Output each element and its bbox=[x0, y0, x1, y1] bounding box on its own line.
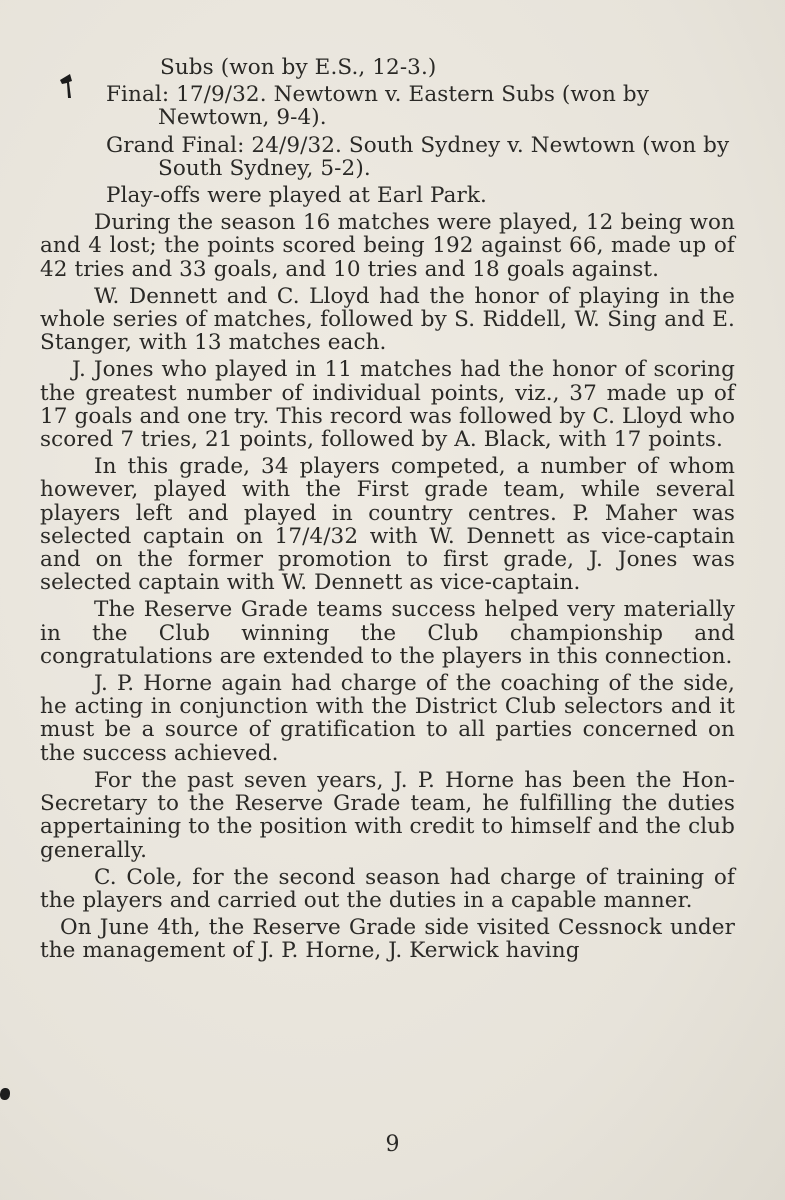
paragraph-club-championship: The Reserve Grade teams success helped very materially in the Club winning the Club championship and congratulations are extended to the players in this connection. bbox=[40, 597, 735, 669]
paragraph-whole-series: W. Dennett and C. Lloyd had the honor of playing in the whole series of matches, followed by S. Riddell, W. Sing and E. Stanger, with 13 matches each. bbox=[40, 283, 735, 356]
body-text bbox=[40, 56, 735, 967]
paragraph-top-scorer: J. Jones who played in 11 matches had the honor of scoring the greatest number of individual points, viz., 37 made up of 17 goals and one try. This record was followed by C. Lloyd who scored 7 tries, 21 points, followed by A. Black, with 17 points. bbox=[40, 357, 735, 453]
paragraph-season-results: During the season 16 matches were played, 12 being won and 4 lost; the points scored being 192 against 66, made up of 42 tries and 33 goals, and 10 tries and 18 goals against. bbox=[40, 210, 735, 282]
paragraph-grand-final: Grand Final: 24/9/32. South Sydney v. Newtown (won by South Sydney, 5-2). bbox=[106, 132, 730, 181]
ink-mark bbox=[0, 1088, 10, 1100]
paragraph-cessnock-visit: On June 4th, the Reserve Grade side visited Cessnock under the management of J. P. Horne, J. Kerwick having bbox=[40, 915, 735, 964]
paragraph-hon-secretary: For the past seven years, J. P. Horne has been the Hon-Secretary to the Reserve Grade team, he fulfilling the duties appertaining to the position with credit to himself and the club generally. bbox=[40, 767, 735, 863]
paragraph-final: Final: 17/9/32. Newtown v. Eastern Subs (won by Newtown, 9-4). bbox=[106, 82, 649, 131]
paragraph-play-offs: Play-offs were played at Earl Park. bbox=[106, 183, 487, 209]
paragraph-subs-result: Subs (won by E.S., 12-3.) bbox=[160, 55, 437, 80]
paragraph-coaching: J. P. Horne again had charge of the coaching of the side, he acting in conjunction with the District Club selectors and it must be a source of gratification to all parties concerned on the success achieved. bbox=[40, 671, 735, 766]
page-number: 9 bbox=[385, 1132, 400, 1157]
paragraph-training: C. Cole, for the second season had charge of training of the players and carried out the duties in a capable manner. bbox=[40, 864, 735, 913]
paragraph-players-competed: In this grade, 34 players competed, a number of whom however, played with the First grade team, while several players left and played in country centres. P. Maher was selected captain on 17/4/32 with W. Dennett as vice-captain and on the former promotion to first grade, J. Jones was selected captain with W. Dennett as vice-captain. bbox=[40, 454, 735, 596]
